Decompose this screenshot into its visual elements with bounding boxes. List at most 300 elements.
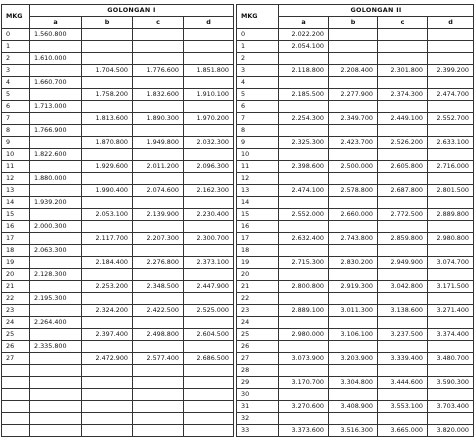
- table-row: [2, 245, 234, 257]
- mkg-cell: 11: [237, 161, 279, 173]
- table-row: [237, 137, 474, 149]
- mkg-cell: 24: [2, 317, 30, 329]
- mkg-cell: 13: [237, 185, 279, 197]
- salary-cell-b: 2.208.400: [329, 65, 378, 77]
- table-row: [2, 101, 234, 113]
- salary-cell-c: [133, 149, 184, 161]
- mkg-cell: 2: [2, 53, 30, 65]
- salary-cell-b: 2.397.400: [82, 329, 133, 341]
- mkg-cell: [2, 413, 30, 425]
- salary-cell-d: [428, 221, 474, 233]
- salary-cell-b: 2.117.700: [82, 233, 133, 245]
- mkg-cell: [2, 425, 30, 437]
- salary-cell-b: [329, 173, 378, 185]
- salary-cell-b: 3.408.900: [329, 401, 378, 413]
- salary-cell-a: 2.889.100: [279, 305, 329, 317]
- mkg-cell: 20: [2, 269, 30, 281]
- salary-cell-c: 2.074.600: [133, 185, 184, 197]
- salary-cell-d: [184, 413, 234, 425]
- salary-cell-c: [378, 197, 428, 209]
- salary-cell-d: 3.271.400: [428, 305, 474, 317]
- salary-cell-c: [378, 53, 428, 65]
- mkg-cell: 11: [2, 161, 30, 173]
- salary-cell-d: [428, 269, 474, 281]
- salary-cell-a: [30, 413, 82, 425]
- mkg-cell: 31: [237, 401, 279, 413]
- salary-cell-a: [279, 77, 329, 89]
- salary-cell-b: [82, 149, 133, 161]
- salary-cell-d: [184, 29, 234, 41]
- table-row: [2, 317, 234, 329]
- salary-cell-c: [378, 41, 428, 53]
- table-row: [237, 125, 474, 137]
- table-row: [237, 149, 474, 161]
- salary-cell-c: [133, 269, 184, 281]
- salary-cell-b: [82, 377, 133, 389]
- mkg-cell: 12: [237, 173, 279, 185]
- col-c-header: c: [378, 17, 428, 29]
- salary-cell-b: [82, 41, 133, 53]
- salary-cell-d: 2.399.200: [428, 65, 474, 77]
- table-row: [237, 113, 474, 125]
- table-row: [2, 413, 234, 425]
- mkg-cell: [2, 401, 30, 413]
- salary-cell-c: 2.301.800: [378, 65, 428, 77]
- salary-cell-d: [428, 53, 474, 65]
- mkg-cell: 0: [237, 29, 279, 41]
- salary-cell-a: [279, 149, 329, 161]
- salary-cell-c: 1.890.300: [133, 113, 184, 125]
- salary-cell-a: [279, 245, 329, 257]
- salary-cell-c: 2.498.800: [133, 329, 184, 341]
- mkg-cell: 0: [2, 29, 30, 41]
- salary-cell-c: 2.422.500: [133, 305, 184, 317]
- mkg-cell: 1: [237, 41, 279, 53]
- table-row: [2, 53, 234, 65]
- salary-cell-d: [428, 341, 474, 353]
- table-row: [2, 293, 234, 305]
- mkg-cell: 12: [2, 173, 30, 185]
- salary-cell-a: 2.254.300: [279, 113, 329, 125]
- table-row: [2, 197, 234, 209]
- mkg-cell: 14: [2, 197, 30, 209]
- salary-cell-a: [30, 401, 82, 413]
- salary-cell-a: [279, 53, 329, 65]
- table-row: [237, 257, 474, 269]
- salary-cell-d: [428, 173, 474, 185]
- salary-cell-a: 2.632.400: [279, 233, 329, 245]
- salary-cell-c: 2.772.500: [378, 209, 428, 221]
- salary-cell-a: 2.185.500: [279, 89, 329, 101]
- table-row: [2, 113, 234, 125]
- salary-cell-b: [329, 245, 378, 257]
- salary-cell-a: 2.474.100: [279, 185, 329, 197]
- mkg-cell: 4: [2, 77, 30, 89]
- salary-cell-b: [82, 125, 133, 137]
- mkg-cell: 5: [2, 89, 30, 101]
- salary-cell-d: [428, 413, 474, 425]
- salary-cell-b: 1.758.200: [82, 89, 133, 101]
- mkg-cell: 30: [237, 389, 279, 401]
- salary-cell-a: 1.766.900: [30, 125, 82, 137]
- table-row: [237, 41, 474, 53]
- golongan-1-body: [2, 29, 234, 437]
- salary-cell-d: [428, 149, 474, 161]
- salary-cell-a: 1.560.800: [30, 29, 82, 41]
- salary-cell-c: [378, 389, 428, 401]
- table-row: [237, 305, 474, 317]
- mkg-cell: 13: [2, 185, 30, 197]
- salary-cell-c: [378, 149, 428, 161]
- salary-cell-a: [279, 173, 329, 185]
- salary-cell-d: [184, 341, 234, 353]
- salary-cell-a: [279, 365, 329, 377]
- salary-cell-a: 2.980.000: [279, 329, 329, 341]
- salary-cell-b: 2.578.800: [329, 185, 378, 197]
- salary-cell-c: 3.237.500: [378, 329, 428, 341]
- salary-cell-b: 3.203.900: [329, 353, 378, 365]
- table-row: [2, 401, 234, 413]
- salary-cell-d: 2.604.500: [184, 329, 234, 341]
- salary-cell-b: [329, 149, 378, 161]
- col-a-header: a: [279, 17, 329, 29]
- table-row: [237, 89, 474, 101]
- mkg-cell: 5: [237, 89, 279, 101]
- salary-cell-d: [184, 149, 234, 161]
- mkg-cell: 24: [237, 317, 279, 329]
- salary-cell-a: [279, 341, 329, 353]
- salary-cell-d: 3.703.400: [428, 401, 474, 413]
- salary-cell-c: 1.832.600: [133, 89, 184, 101]
- salary-cell-a: [279, 197, 329, 209]
- salary-cell-c: 2.949.900: [378, 257, 428, 269]
- col-c-header: c: [133, 17, 184, 29]
- golongan-header: GOLONGAN II: [279, 5, 474, 17]
- salary-cell-d: 2.686.500: [184, 353, 234, 365]
- salary-cell-c: [133, 413, 184, 425]
- salary-cell-b: [82, 53, 133, 65]
- salary-cell-a: [30, 41, 82, 53]
- mkg-cell: 28: [237, 365, 279, 377]
- mkg-cell: 20: [237, 269, 279, 281]
- salary-cell-c: 3.553.100: [378, 401, 428, 413]
- salary-cell-b: [82, 101, 133, 113]
- golongan-2-table: [236, 4, 474, 437]
- salary-cell-b: [82, 221, 133, 233]
- table-row: [2, 149, 234, 161]
- salary-cell-d: 3.480.700: [428, 353, 474, 365]
- salary-cell-b: [82, 269, 133, 281]
- salary-cell-d: [184, 389, 234, 401]
- mkg-cell: 25: [237, 329, 279, 341]
- salary-cell-a: [30, 365, 82, 377]
- salary-cell-a: [30, 425, 82, 437]
- salary-cell-a: [30, 329, 82, 341]
- salary-cell-c: 3.339.400: [378, 353, 428, 365]
- salary-cell-a: [279, 293, 329, 305]
- salary-cell-d: 2.096.300: [184, 161, 234, 173]
- salary-cell-b: [329, 53, 378, 65]
- salary-cell-c: [133, 389, 184, 401]
- table-row: [2, 257, 234, 269]
- salary-cell-d: [428, 101, 474, 113]
- mkg-cell: 32: [237, 413, 279, 425]
- salary-cell-a: [30, 353, 82, 365]
- salary-cell-b: 3.106.100: [329, 329, 378, 341]
- salary-cell-c: 1.776.600: [133, 65, 184, 77]
- salary-cell-d: 2.889.800: [428, 209, 474, 221]
- table-row: [237, 341, 474, 353]
- salary-cell-d: 2.300.700: [184, 233, 234, 245]
- salary-cell-c: 3.665.000: [378, 425, 428, 437]
- salary-cell-b: [82, 341, 133, 353]
- table-row: [237, 173, 474, 185]
- mkg-cell: 6: [2, 101, 30, 113]
- salary-cell-a: 2.264.400: [30, 317, 82, 329]
- salary-cell-a: [30, 113, 82, 125]
- table-row: [237, 197, 474, 209]
- table-row: [237, 269, 474, 281]
- mkg-cell: 3: [237, 65, 279, 77]
- salary-cell-d: 1.910.100: [184, 89, 234, 101]
- mkg-cell: 22: [237, 293, 279, 305]
- salary-cell-b: 1.870.800: [82, 137, 133, 149]
- salary-cell-a: [30, 233, 82, 245]
- salary-cell-a: 2.800.800: [279, 281, 329, 293]
- salary-cell-b: [329, 365, 378, 377]
- table-row: [2, 41, 234, 53]
- salary-cell-c: 3.444.600: [378, 377, 428, 389]
- salary-cell-c: [133, 197, 184, 209]
- table-row: [237, 329, 474, 341]
- salary-cell-c: [133, 365, 184, 377]
- salary-cell-d: 2.162.300: [184, 185, 234, 197]
- salary-cell-b: [82, 173, 133, 185]
- mkg-cell: 9: [2, 137, 30, 149]
- salary-cell-d: 2.474.700: [428, 89, 474, 101]
- table-row: [2, 137, 234, 149]
- table-row: [237, 425, 474, 437]
- mkg-cell: 21: [237, 281, 279, 293]
- mkg-cell: 29: [237, 377, 279, 389]
- salary-cell-a: [30, 281, 82, 293]
- mkg-header: MKG: [237, 5, 279, 29]
- salary-cell-c: 2.207.300: [133, 233, 184, 245]
- mkg-cell: 16: [2, 221, 30, 233]
- mkg-cell: 7: [2, 113, 30, 125]
- salary-cell-d: [184, 53, 234, 65]
- mkg-cell: 4: [237, 77, 279, 89]
- mkg-cell: 8: [237, 125, 279, 137]
- mkg-cell: 19: [2, 257, 30, 269]
- table-row: [2, 185, 234, 197]
- salary-cell-c: [378, 365, 428, 377]
- table-row: [2, 233, 234, 245]
- salary-cell-c: 2.449.100: [378, 113, 428, 125]
- table-row: [237, 401, 474, 413]
- golongan-2-body: [237, 29, 474, 437]
- salary-cell-b: [329, 317, 378, 329]
- mkg-cell: 10: [237, 149, 279, 161]
- salary-cell-c: 2.011.200: [133, 161, 184, 173]
- salary-cell-c: [133, 29, 184, 41]
- salary-cell-c: [133, 425, 184, 437]
- salary-cell-c: [133, 221, 184, 233]
- table-row: [237, 101, 474, 113]
- salary-cell-b: [329, 41, 378, 53]
- salary-cell-b: [329, 125, 378, 137]
- salary-cell-d: [428, 317, 474, 329]
- salary-cell-d: [428, 293, 474, 305]
- salary-cell-d: [184, 317, 234, 329]
- salary-cell-b: [82, 389, 133, 401]
- col-a-header: a: [30, 17, 82, 29]
- salary-cell-a: 1.713.000: [30, 101, 82, 113]
- table-row: [237, 365, 474, 377]
- mkg-cell: 16: [237, 221, 279, 233]
- salary-cell-a: 1.660.700: [30, 77, 82, 89]
- salary-cell-b: [82, 317, 133, 329]
- mkg-cell: 27: [237, 353, 279, 365]
- salary-cell-a: 1.939.200: [30, 197, 82, 209]
- mkg-cell: 3: [2, 65, 30, 77]
- salary-cell-c: 3.042.800: [378, 281, 428, 293]
- salary-cell-b: [82, 245, 133, 257]
- salary-cell-d: [428, 77, 474, 89]
- salary-cell-d: [184, 41, 234, 53]
- mkg-cell: 6: [237, 101, 279, 113]
- table-row: [237, 413, 474, 425]
- col-b-header: b: [82, 17, 133, 29]
- table-row: [2, 341, 234, 353]
- mkg-cell: 15: [237, 209, 279, 221]
- salary-cell-d: 3.171.500: [428, 281, 474, 293]
- salary-cell-c: [133, 77, 184, 89]
- table-row: [2, 377, 234, 389]
- table-row: [237, 389, 474, 401]
- salary-cell-b: [82, 413, 133, 425]
- salary-cell-d: 2.230.400: [184, 209, 234, 221]
- table-row: [2, 161, 234, 173]
- salary-cell-b: 2.253.200: [82, 281, 133, 293]
- table-row: [237, 221, 474, 233]
- salary-cell-b: 2.472.900: [82, 353, 133, 365]
- salary-cell-a: 2.063.300: [30, 245, 82, 257]
- table-row: [237, 29, 474, 41]
- salary-cell-c: [378, 317, 428, 329]
- salary-cell-c: [133, 245, 184, 257]
- table-row: [237, 77, 474, 89]
- salary-cell-c: 1.949.800: [133, 137, 184, 149]
- salary-cell-d: 2.525.000: [184, 305, 234, 317]
- salary-cell-a: 2.118.800: [279, 65, 329, 77]
- table-row: [2, 173, 234, 185]
- mkg-cell: 18: [2, 245, 30, 257]
- table-row: [2, 125, 234, 137]
- salary-cell-c: [133, 41, 184, 53]
- salary-cell-c: [133, 101, 184, 113]
- salary-cell-c: [133, 317, 184, 329]
- mkg-cell: 18: [237, 245, 279, 257]
- mkg-cell: 17: [2, 233, 30, 245]
- salary-cell-c: [378, 221, 428, 233]
- mkg-cell: 2: [237, 53, 279, 65]
- salary-cell-b: 2.277.900: [329, 89, 378, 101]
- golongan-1-table: [1, 4, 234, 437]
- salary-cell-c: 2.859.800: [378, 233, 428, 245]
- table-row: [237, 65, 474, 77]
- salary-cell-c: [378, 101, 428, 113]
- salary-cell-c: [133, 341, 184, 353]
- salary-cell-d: [184, 101, 234, 113]
- salary-cell-a: 2.325.300: [279, 137, 329, 149]
- table-row: [237, 233, 474, 245]
- salary-cell-b: [329, 341, 378, 353]
- salary-cell-b: [329, 29, 378, 41]
- salary-cell-d: [184, 425, 234, 437]
- salary-cell-b: 2.423.700: [329, 137, 378, 149]
- mkg-cell: 26: [2, 341, 30, 353]
- salary-cell-b: [329, 221, 378, 233]
- salary-cell-a: [30, 209, 82, 221]
- salary-cell-a: [30, 137, 82, 149]
- salary-cell-c: 3.138.600: [378, 305, 428, 317]
- salary-cell-a: 2.715.300: [279, 257, 329, 269]
- salary-cell-b: [82, 365, 133, 377]
- salary-cell-d: [184, 77, 234, 89]
- salary-cell-b: 1.813.600: [82, 113, 133, 125]
- mkg-cell: [2, 365, 30, 377]
- salary-cell-b: [82, 197, 133, 209]
- salary-cell-a: [279, 221, 329, 233]
- salary-cell-b: [329, 293, 378, 305]
- salary-cell-b: [329, 77, 378, 89]
- table-row: [2, 281, 234, 293]
- salary-cell-d: [428, 365, 474, 377]
- mkg-cell: 19: [237, 257, 279, 269]
- salary-cell-c: 2.348.500: [133, 281, 184, 293]
- table-row: [2, 77, 234, 89]
- salary-cell-c: 2.526.200: [378, 137, 428, 149]
- salary-cell-c: [133, 53, 184, 65]
- table-row: [237, 245, 474, 257]
- salary-cell-c: 2.687.800: [378, 185, 428, 197]
- header-row-cols: [2, 17, 234, 29]
- col-d-header: d: [428, 17, 474, 29]
- salary-cell-d: [184, 173, 234, 185]
- salary-cell-c: [133, 401, 184, 413]
- salary-cell-d: [184, 197, 234, 209]
- salary-cell-a: 2.552.000: [279, 209, 329, 221]
- salary-cell-a: [30, 65, 82, 77]
- mkg-cell: 15: [2, 209, 30, 221]
- header-row-group: [2, 5, 234, 17]
- salary-cell-d: [184, 269, 234, 281]
- salary-cell-d: [184, 377, 234, 389]
- salary-cell-d: [184, 293, 234, 305]
- salary-cell-d: 1.851.800: [184, 65, 234, 77]
- salary-cell-b: 2.184.400: [82, 257, 133, 269]
- salary-cell-d: [184, 365, 234, 377]
- header-row-group: [237, 5, 474, 17]
- table-row: [237, 377, 474, 389]
- salary-cell-c: [378, 29, 428, 41]
- table-row: [2, 365, 234, 377]
- salary-cell-b: 3.516.300: [329, 425, 378, 437]
- table-row: [237, 53, 474, 65]
- salary-cell-c: 2.139.900: [133, 209, 184, 221]
- salary-cell-a: 3.170.700: [279, 377, 329, 389]
